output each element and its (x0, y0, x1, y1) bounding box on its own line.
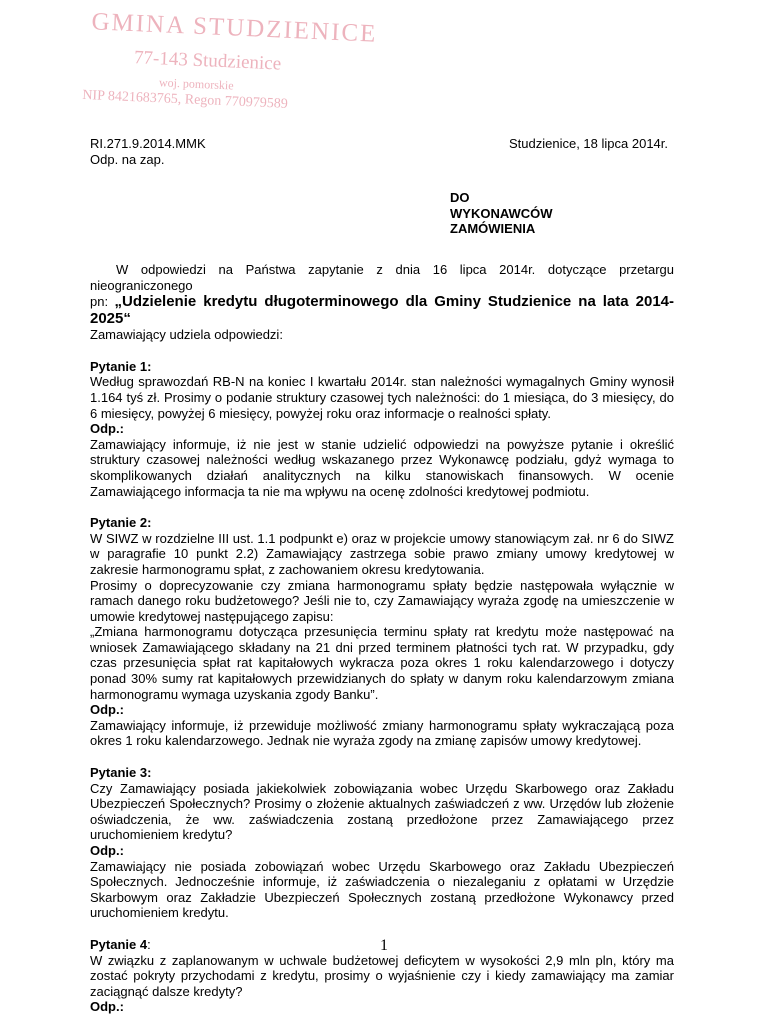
municipality-stamp (82, 8, 378, 124)
question-label: Pytanie 1: (90, 358, 152, 374)
question-text: Czy Zamawiający posiada jakiekolwiek zobowiązania wobec Urzędu Skarbowego oraz Zakładu Ubezpieczeń Społecznych? Prosimy o złożenie aktualnych zaświadczeń z ww. Urzędów lub złożenie oświadczenia, że ww. zaświadczenia zostaną przedłożone przez Zamawiającego przez uruchomieniem kredytu? (90, 780, 674, 843)
recipient-block (450, 190, 553, 237)
answer-text: Zamawiający informuje, iż przewiduje możliwość zmiany harmonogramu spłaty wykraczającą poza okres 1 roku kalendarzowego. Jednak nie wyraża zgody na zmianę zapisów umowy kredytowej. (90, 717, 674, 749)
stamp-line-nip: NIP 8421683765, Regon 770979589 (82, 87, 289, 112)
intro-paragraph (90, 262, 674, 343)
question-block-1 (90, 359, 674, 499)
quoted-clause: „Zmiana harmonogramu dotycząca przesunięcia terminu spłaty rat kredytu może następować na wniosek Zamawiającego składany na 21 dni przed terminem płatności tych rat. W przypadku, gdy czas przesunięcia spłat rat kapitałowych wykracza poza okres 1 roku kalendarzowego i dotyczy ponad 30% sumy rat kapitałowych przewidzianych do spłaty w danym roku kalendarzowym zmiana harmonogramu wymaga uzyskania zgody Banku”. (90, 624, 674, 702)
answer-label: Odp.: (90, 999, 124, 1015)
question-text: Według sprawozdań RB-N na koniec I kwartału 2014r. stan należności wymagalnych Gminy wynosił 1.164 tyś zł. Prosimy o podanie struktury czasowej tych należności: do 1 miesiąca, do 3 miesięcy, do 6 miesięcy, powyżej 6 miesięcy, powyżej roku oraz informacje o realności spłaty. (90, 374, 674, 421)
question-text: Prosimy o doprecyzowanie czy zmiana harmonogramu spłaty będzie następowała wyłącznie w ramach danego roku budżetowego? Jeśli nie to, czy Zamawiający wyraża zgodę na umieszczenie w umowie kredytowej następującego zapisu: (90, 577, 674, 624)
answer-label: Odp.: (90, 702, 124, 718)
recipient-line: DO (450, 190, 470, 205)
reference-number: RI.271.9.2014.MMK (90, 136, 206, 151)
question-label: Pytanie 4 (90, 936, 148, 952)
question-text: W SIWZ w rozdzielne III ust. 1.1 podpunkt e) oraz w projekcie umowy stanowiącym zał. nr 6 do SIWZ w paragrafie 10 punkt 2.2) Zamawiający zastrzega sobie prawo zmiany umowy kredytowej w zakresie harmonogramu spłat, z zachowaniem okresu kredytowania. (90, 530, 674, 577)
recipient-line: WYKONAWCÓW (450, 205, 553, 221)
question-block-3 (90, 765, 674, 921)
stamp-line-region: woj. pomorskie (158, 75, 234, 93)
stamp-line-name: GMINA STUDZIENICE (90, 8, 378, 48)
answer-text: Zamawiający informuje, iż nie jest w stanie udzielić odpowiedzi na powyższe pytanie i określić struktury czasowej należności według wskazanego przez Wykonawcę podziału, gdyż wymaga to skomplikowanych działań analitycznych na kilku stanowiskach finansowych. W ocenie Zamawiającego informacja ta nie ma wpływu na ocenę zdolności kredytowej podmiotu. (90, 436, 674, 499)
reference-block (90, 136, 206, 167)
answer-text: Zamawiający nie posiada zobowiązań wobec Urzędu Skarbowego oraz Zakładu Ubezpieczeń Społecznych. Jednocześnie informuje, iż zaświadczenia o niezaleganiu z opłatami w Urzędzie Skarbowym oraz Zakładzie Ubezpieczeń Społecznych zostaną przedłożone Wykonawcy przed uruchomieniem kredytu. (90, 858, 674, 921)
place-and-date: Studzienice, 18 lipca 2014r. (509, 136, 668, 151)
intro-text: W odpowiedzi na Państwa zapytanie z dnia 16 lipca 2014r. dotyczące przetargu nieograniczonego (90, 262, 674, 293)
recipient-line: ZAMÓWIENIA (450, 221, 536, 237)
intro-closing: Zamawiający udziela odpowiedzi: (90, 327, 283, 343)
stamp-line-address: 77-143 Studzienice (133, 47, 282, 75)
subject-prefix: pn: (90, 294, 115, 310)
question-label: Pytanie 2: (90, 515, 152, 531)
answer-label: Odp.: (90, 421, 124, 437)
question-label: Pytanie 3: (90, 765, 152, 781)
subject-title: „Udzielenie kredytu długoterminowego dla Gminy Studzienice na lata 2014-2025“ (90, 293, 674, 328)
answer-label: Odp.: (90, 843, 124, 858)
tender-subject (90, 293, 674, 327)
page-number: 1 (380, 937, 388, 954)
question-label-suffix: : (147, 936, 151, 952)
question-block-2 (90, 515, 674, 749)
question-text: W związku z zaplanowanym w uchwale budżetowej deficytem w wysokości 2,9 mln pln, który ma zostać pokryty przychodami z kredytu, prosimy o wyjaśnienie czy i kiedy zamawiający ma zamiar zaciągnąć dalsze kredyty? (90, 952, 674, 999)
reference-note: Odp. na zap. (90, 151, 165, 167)
letter-body (90, 262, 674, 1015)
